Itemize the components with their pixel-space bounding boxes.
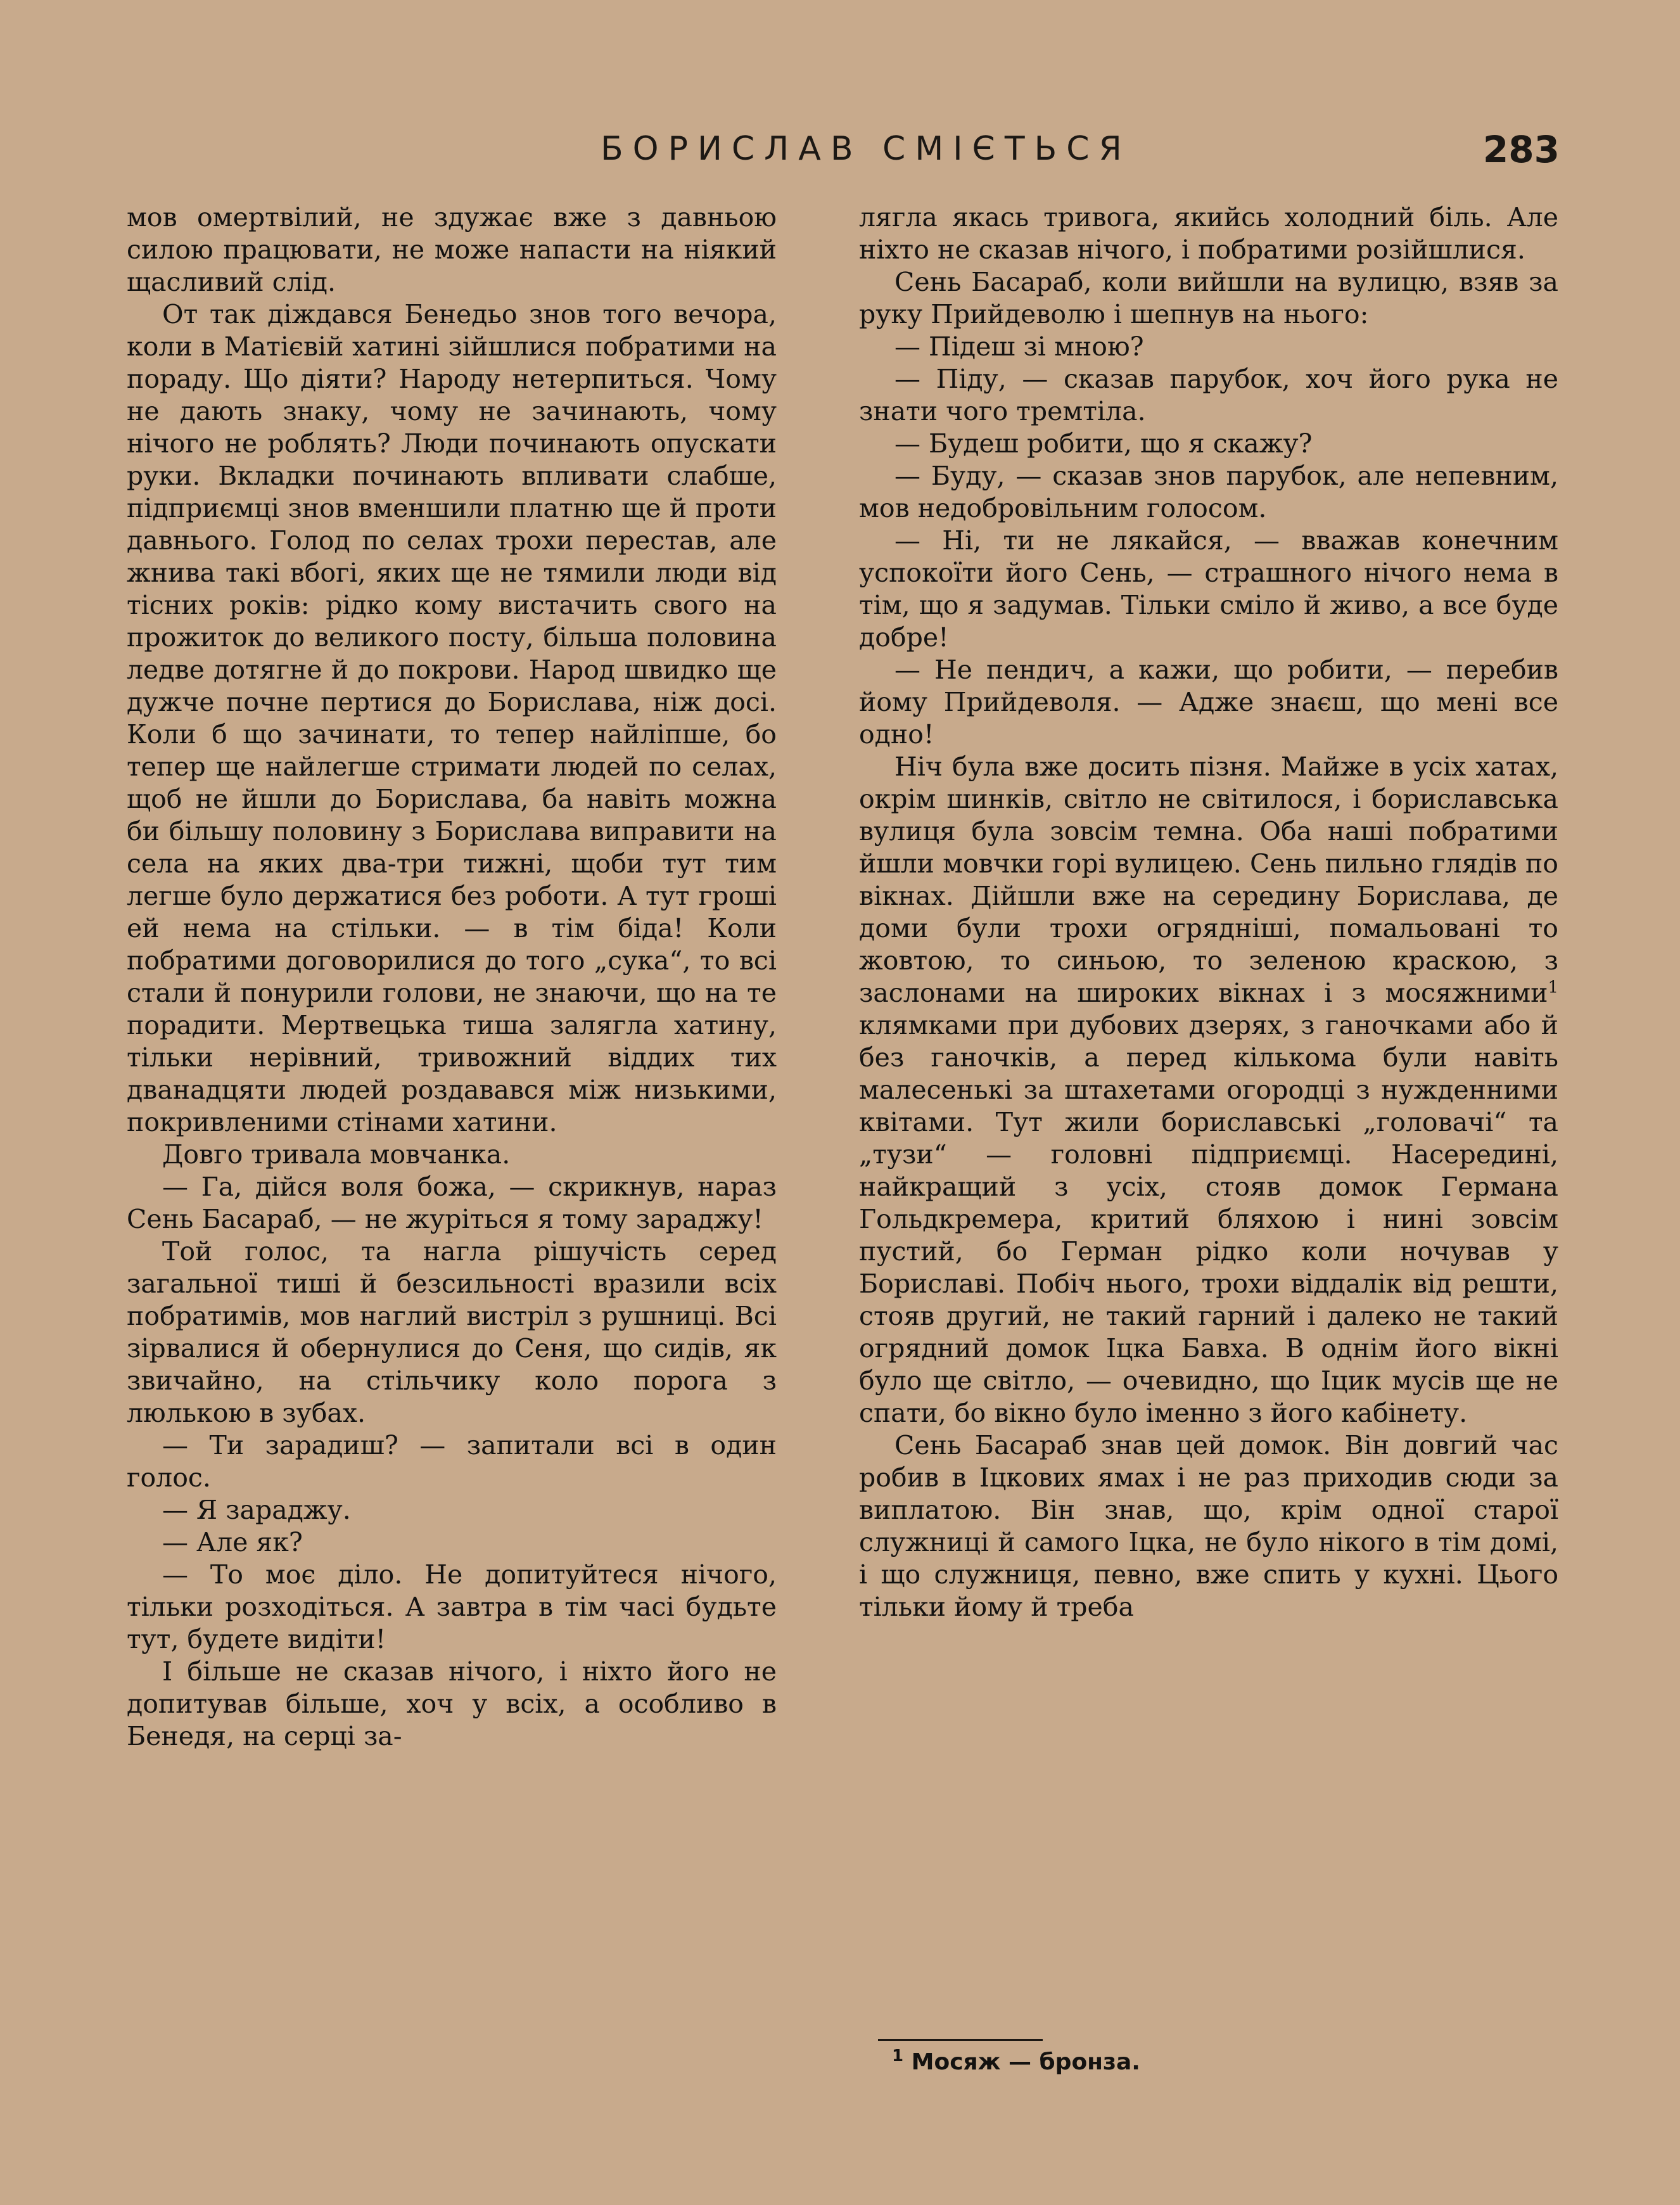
paragraph: — Піду, — сказав парубок, хоч його рука не знати чого тремтіла. — [859, 364, 1558, 426]
footnote-text: Мосяж — бронза. — [911, 2049, 1140, 2075]
paragraph: — Я зараджу. — [162, 1495, 351, 1525]
paragraph: І більше не сказав нічого, і ніхто його не допитував більше, хоч у всіх, а особливо в Бенедя, на серці за- — [127, 1656, 777, 1751]
left-column — [127, 201, 777, 1753]
paragraph: — Але як? — [162, 1527, 303, 1557]
paragraph: Сень Басараб, коли вийшли на вулицю, взяв за руку Прийдеволю і шепнув на нього: — [859, 267, 1558, 329]
right-column — [859, 201, 1558, 1623]
paragraph: Той голос, та нагла рішучість серед загальної тиші й безсильності вразили всіх побратимів, мов наглий вистріл з рушниці. Всі зірвалися й обернулися до Сеня, що сидів, як звичайно, на стільчику коло порога з люлькою в зубах. — [127, 1236, 777, 1428]
paragraph-part: Ніч була вже досить пізня. Майже в усіх хатах, окрім шинків, світло не світилося, і бориславська вулиця була зовсім темна. Оба наші побратими йшли мовчки горі вулицею. Сень пильно глядів по вікнах. Дійшли вже на середину Борислава, де доми були трохи огрядніші, помальовані то жовтою, то синьою, то зеленою краскою, з заслонами на широких вікнах і з мосяжними — [859, 751, 1558, 1008]
paragraph: мов омертвілий, не здужає вже з давньою силою працювати, не може напасти на ніякий щасливий слід. — [127, 202, 777, 297]
footnote-divider — [878, 2039, 1043, 2041]
footnote-reference: 1 — [1548, 978, 1558, 997]
paragraph: — Не пендич, а кажи, що робити, — перебив йому Прийдеволя. — Адже знаєш, що мені все одно! — [859, 655, 1558, 750]
paragraph: — Підеш зі мною? — [894, 331, 1144, 362]
running-title: БОРИСЛАВ СМІЄТЬСЯ — [601, 130, 1131, 168]
page-number: 283 — [1482, 128, 1560, 171]
footnote-marker: 1 — [892, 2047, 904, 2066]
paragraph: — То моє діло. Не допитуйтеся нічого, тільки розходіться. А завтра в тім часі будьте тут, будете видіти! — [127, 1559, 777, 1654]
paragraph — [859, 751, 1558, 1429]
paragraph: — Будеш робити, що я скажу? — [894, 428, 1313, 459]
paragraph: лягла якась тривога, якийсь холодний біль. Але ніхто не сказав нічого, і побратими розійшлися. — [859, 202, 1558, 265]
paragraph: — Ти зарадиш? — запитали всі в один голос. — [127, 1430, 777, 1493]
paragraph: — Га, дійся воля божа, — скрикнув, нараз Сень Басараб, — не журіться я тому зараджу! — [127, 1172, 777, 1234]
paragraph: — Ні, ти не лякайся, — вважав конечним успокоїти його Сень, — страшного нічого нема в тім, що я задумав. Тільки сміло й живо, а все буде добре! — [859, 525, 1558, 653]
footnote — [892, 2049, 1140, 2075]
paragraph: — Буду, — сказав знов парубок, але непевним, мов недобровільним голосом. — [859, 461, 1558, 523]
paragraph-part: клямками при дубових дзерях, з ганочками або й без ганочків, а перед кількома були навіть малесенькі за штахетами огородці з нужденними квітами. Тут жили бориславські „головачі“ та „тузи“ — головні підприємці. Насередині, найкращий з усіх, стояв домок Германа Гольдкремера, критий бляхою і нині зовсім пустий, бо Герман рідко коли ночував у Бориславі. Побіч нього, трохи віддалік від решти, стояв другий, не такий гарний і далеко не такий огрядний домок Іцка Бавха. В однім його вікні було ще світло, — очевидно, що Іцик мусів ще не спати, бо вікно було іменно з його кабінету. — [859, 1010, 1558, 1428]
paragraph: Довго тривала мовчанка. — [162, 1139, 511, 1170]
paragraph: От так діждався Бенедьо знов того вечора, коли в Матієвій хатині зійшлися побратими на пораду. Що діяти? Народу нетерпиться. Чому не дають знаку, чому не зачинають, чому нічого не роблять? Люди починають опускати руки. Вкладки починають впливати слабше, підприємці знов вменшили платню ще й проти давнього. Голод по селах трохи перестав, але жнива такі вбогі, яких ще не тямили люди від тісних років: рідко кому вистачить свого на прожиток до великого посту, більша половина ледве дотягне й до покрови. Народ швидко ще дужче почне пертися до Борислава, ніж досі. Коли б що зачинати, то тепер найліпше, бо тепер ще найлегше стримати людей по селах, щоб не йшли до Борислава, ба навіть можна би більшу половину з Борислава виправити на села на яких два-три тижні, щоби тут тим легше було держатися без роботи. А тут гроші ей нема на стільки. — в тім біда! Коли побратими договорилися до того „сука“, то всі стали й понурили голови, не знаючи, що на те порадити. Мертвецька тиша залягла хатину, тільки нерівний, тривожний віддих тих дванадцяти людей роздавався між низькими, покривленими стінами хатини. — [127, 299, 777, 1137]
paragraph: Сень Басараб знав цей домок. Він довгий час робив в Іцкових ямах і не раз приходив сюди за виплатою. Він знав, що, крім одної старої служниці й самого Іцка, не було нікого в тім домі, і що служниця, певно, вже спить у кухні. Цього тільки йому й треба — [859, 1430, 1558, 1622]
